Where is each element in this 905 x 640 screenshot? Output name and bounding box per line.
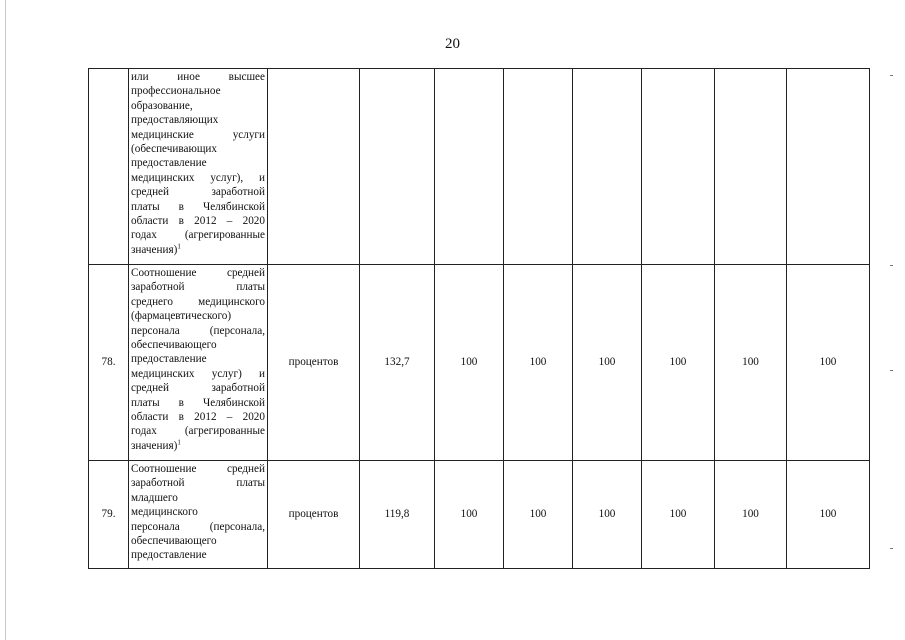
value-cell xyxy=(642,69,715,265)
value-cell: 100 xyxy=(504,461,573,569)
margin-mark xyxy=(890,548,893,549)
description-text: предоставление xyxy=(131,157,207,170)
description-line xyxy=(131,324,265,338)
description-text: среднего медицинского xyxy=(131,295,265,308)
page-number: 20 xyxy=(445,36,460,52)
table-row xyxy=(89,265,870,461)
description-text: медицинского xyxy=(131,506,198,519)
value-cell: 100 xyxy=(642,461,715,569)
description-line xyxy=(131,280,265,294)
value-cell xyxy=(787,69,870,265)
description-line xyxy=(131,309,265,323)
description-text: предоставление xyxy=(131,353,207,366)
value-cell: 100 xyxy=(715,461,787,569)
indicator-table xyxy=(88,68,870,569)
description-text: значения) xyxy=(131,439,178,452)
row-number-cell xyxy=(89,69,129,265)
table-row xyxy=(89,69,870,265)
value-cell xyxy=(573,69,642,265)
description-text: персонала (персонала, xyxy=(131,324,265,337)
description-line xyxy=(131,228,265,242)
description-line xyxy=(131,266,265,280)
value-cell: 100 xyxy=(435,461,504,569)
description-line xyxy=(131,113,265,127)
value-cell: 132,7 xyxy=(360,265,435,461)
indicator-description-cell xyxy=(129,265,268,461)
description-line xyxy=(131,424,265,438)
value-cell xyxy=(715,69,787,265)
description-text: Соотношение средней xyxy=(131,463,265,475)
description-text: медицинских услуг), и xyxy=(131,171,265,184)
margin-mark xyxy=(890,370,893,371)
description-text: заработной платы xyxy=(131,281,265,294)
value-cell: 100 xyxy=(504,265,573,461)
description-line xyxy=(131,367,265,381)
description-text: средней заработной xyxy=(131,382,265,395)
description-line xyxy=(131,200,265,214)
margin-mark xyxy=(890,265,893,266)
row-number-cell: 79. xyxy=(89,461,129,569)
indicator-description-cell xyxy=(129,69,268,265)
description-line xyxy=(131,505,265,519)
value-cell: 100 xyxy=(715,265,787,461)
description-line xyxy=(131,520,265,534)
description-line xyxy=(131,338,265,352)
value-cell xyxy=(435,69,504,265)
description-line xyxy=(131,128,265,142)
description-text: профессиональное xyxy=(131,85,221,98)
row-number-cell: 78. xyxy=(89,265,129,461)
description-text: области в 2012 – 2020 xyxy=(131,410,265,423)
description-text: (обеспечивающих xyxy=(131,142,218,155)
description-line xyxy=(131,396,265,410)
description-line xyxy=(131,439,265,453)
description-text: предоставляющих xyxy=(131,114,219,127)
description-text: медицинских услуг) и xyxy=(131,367,265,380)
description-text: медицинские услуги xyxy=(131,128,265,141)
description-text: значения) xyxy=(131,243,178,256)
margin-mark xyxy=(890,75,893,76)
page-left-edge xyxy=(5,0,6,640)
description-text: (фармацевтического) xyxy=(131,310,232,323)
value-cell xyxy=(360,69,435,265)
description-text: годах (агрегированные xyxy=(131,425,265,438)
value-cell: 100 xyxy=(573,265,642,461)
description-text: обеспечивающего xyxy=(131,338,217,351)
description-text: предоставление xyxy=(131,549,207,562)
description-line xyxy=(131,214,265,228)
value-cell: 100 xyxy=(435,265,504,461)
value-cell: 100 xyxy=(787,265,870,461)
description-text: области в 2012 – 2020 xyxy=(131,214,265,227)
description-text: заработной платы xyxy=(131,477,265,490)
description-text: младшего xyxy=(131,491,178,504)
description-text: обеспечивающего xyxy=(131,534,217,547)
description-line xyxy=(131,381,265,395)
description-text: Соотношение средней xyxy=(131,267,265,279)
description-line xyxy=(131,70,265,84)
description-line xyxy=(131,410,265,424)
value-cell: 100 xyxy=(787,461,870,569)
description-line xyxy=(131,84,265,98)
table-row xyxy=(89,461,870,569)
table-body xyxy=(89,69,870,569)
description-line xyxy=(131,476,265,490)
description-line xyxy=(131,243,265,257)
description-text: платы в Челябинской xyxy=(131,396,265,409)
footnote-marker: 1 xyxy=(177,241,181,250)
description-line xyxy=(131,534,265,548)
value-cell xyxy=(504,69,573,265)
unit-cell: процентов xyxy=(268,265,360,461)
description-line xyxy=(131,491,265,505)
description-line xyxy=(131,462,265,476)
description-text: образование, xyxy=(131,99,193,112)
description-text: средней заработной xyxy=(131,186,265,199)
value-cell: 100 xyxy=(573,461,642,569)
description-text: или иное высшее xyxy=(131,71,265,83)
value-cell: 100 xyxy=(642,265,715,461)
footnote-marker: 1 xyxy=(177,437,181,446)
description-line xyxy=(131,171,265,185)
description-line xyxy=(131,156,265,170)
value-cell: 119,8 xyxy=(360,461,435,569)
description-line xyxy=(131,142,265,156)
description-line xyxy=(131,295,265,309)
unit-cell: процентов xyxy=(268,461,360,569)
indicator-description-cell xyxy=(129,461,268,569)
description-line xyxy=(131,185,265,199)
description-text: годах (агрегированные xyxy=(131,229,265,242)
description-text: платы в Челябинской xyxy=(131,200,265,213)
description-line xyxy=(131,99,265,113)
description-line xyxy=(131,548,265,562)
unit-cell xyxy=(268,69,360,265)
description-text: персонала (персонала, xyxy=(131,520,265,533)
description-line xyxy=(131,352,265,366)
